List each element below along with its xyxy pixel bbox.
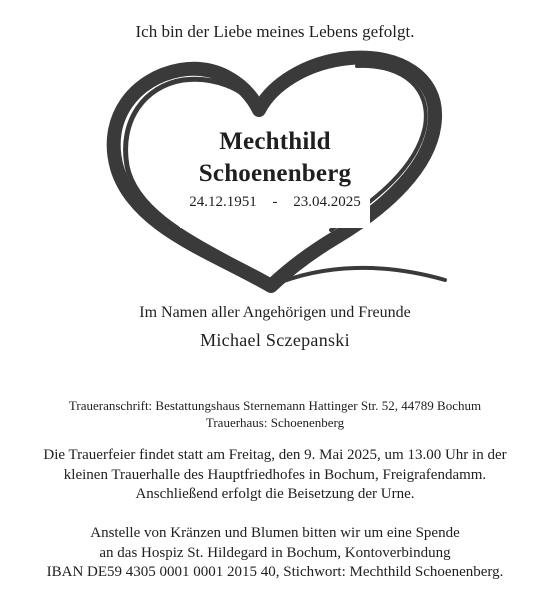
mourning-house: Trauerhaus: Schoenenberg bbox=[205, 415, 345, 430]
deceased-last-name: Schoenenberg bbox=[198, 160, 352, 187]
ceremony-line: kleinen Trauerhalle des Hauptfriedhofes in Bochum, Freigrafendamm. bbox=[63, 466, 487, 483]
death-date: 23.04.2025 bbox=[293, 194, 361, 210]
date-separator: - bbox=[272, 194, 278, 210]
donation-line: an das Hospiz St. Hildegard in Bochum, Kontoverbindung bbox=[99, 544, 451, 561]
signer-name: Michael Sczepanski bbox=[200, 330, 350, 350]
ceremony-line: Anschließend erfolgt die Beisetzung der Urne. bbox=[135, 486, 415, 502]
deceased-first-name: Mechthild bbox=[219, 128, 331, 155]
birth-date: 24.12.1951 bbox=[189, 194, 257, 210]
life-dates bbox=[0, 194, 550, 211]
donation-line: IBAN DE59 4305 0001 0001 2015 40, Stichwort: Mechthild Schoenenberg. bbox=[46, 564, 504, 580]
mourning-address: Traueranschrift: Bestattungshaus Sternemann Hattinger Str. 52, 44789 Bochum bbox=[68, 398, 482, 413]
ceremony-line: Die Trauerfeier findet statt am Freitag, den 9. Mai 2025, um 13.00 Uhr in der bbox=[43, 447, 507, 463]
mourners-line: Im Namen aller Angehörigen und Freunde bbox=[139, 304, 411, 321]
donation-line: Anstelle von Kränzen und Blumen bitten wir um eine Spende bbox=[90, 525, 460, 541]
donation-paragraph bbox=[0, 524, 550, 583]
motto-line: Ich bin der Liebe meines Lebens gefolgt. bbox=[135, 22, 415, 41]
ceremony-paragraph bbox=[0, 446, 550, 505]
